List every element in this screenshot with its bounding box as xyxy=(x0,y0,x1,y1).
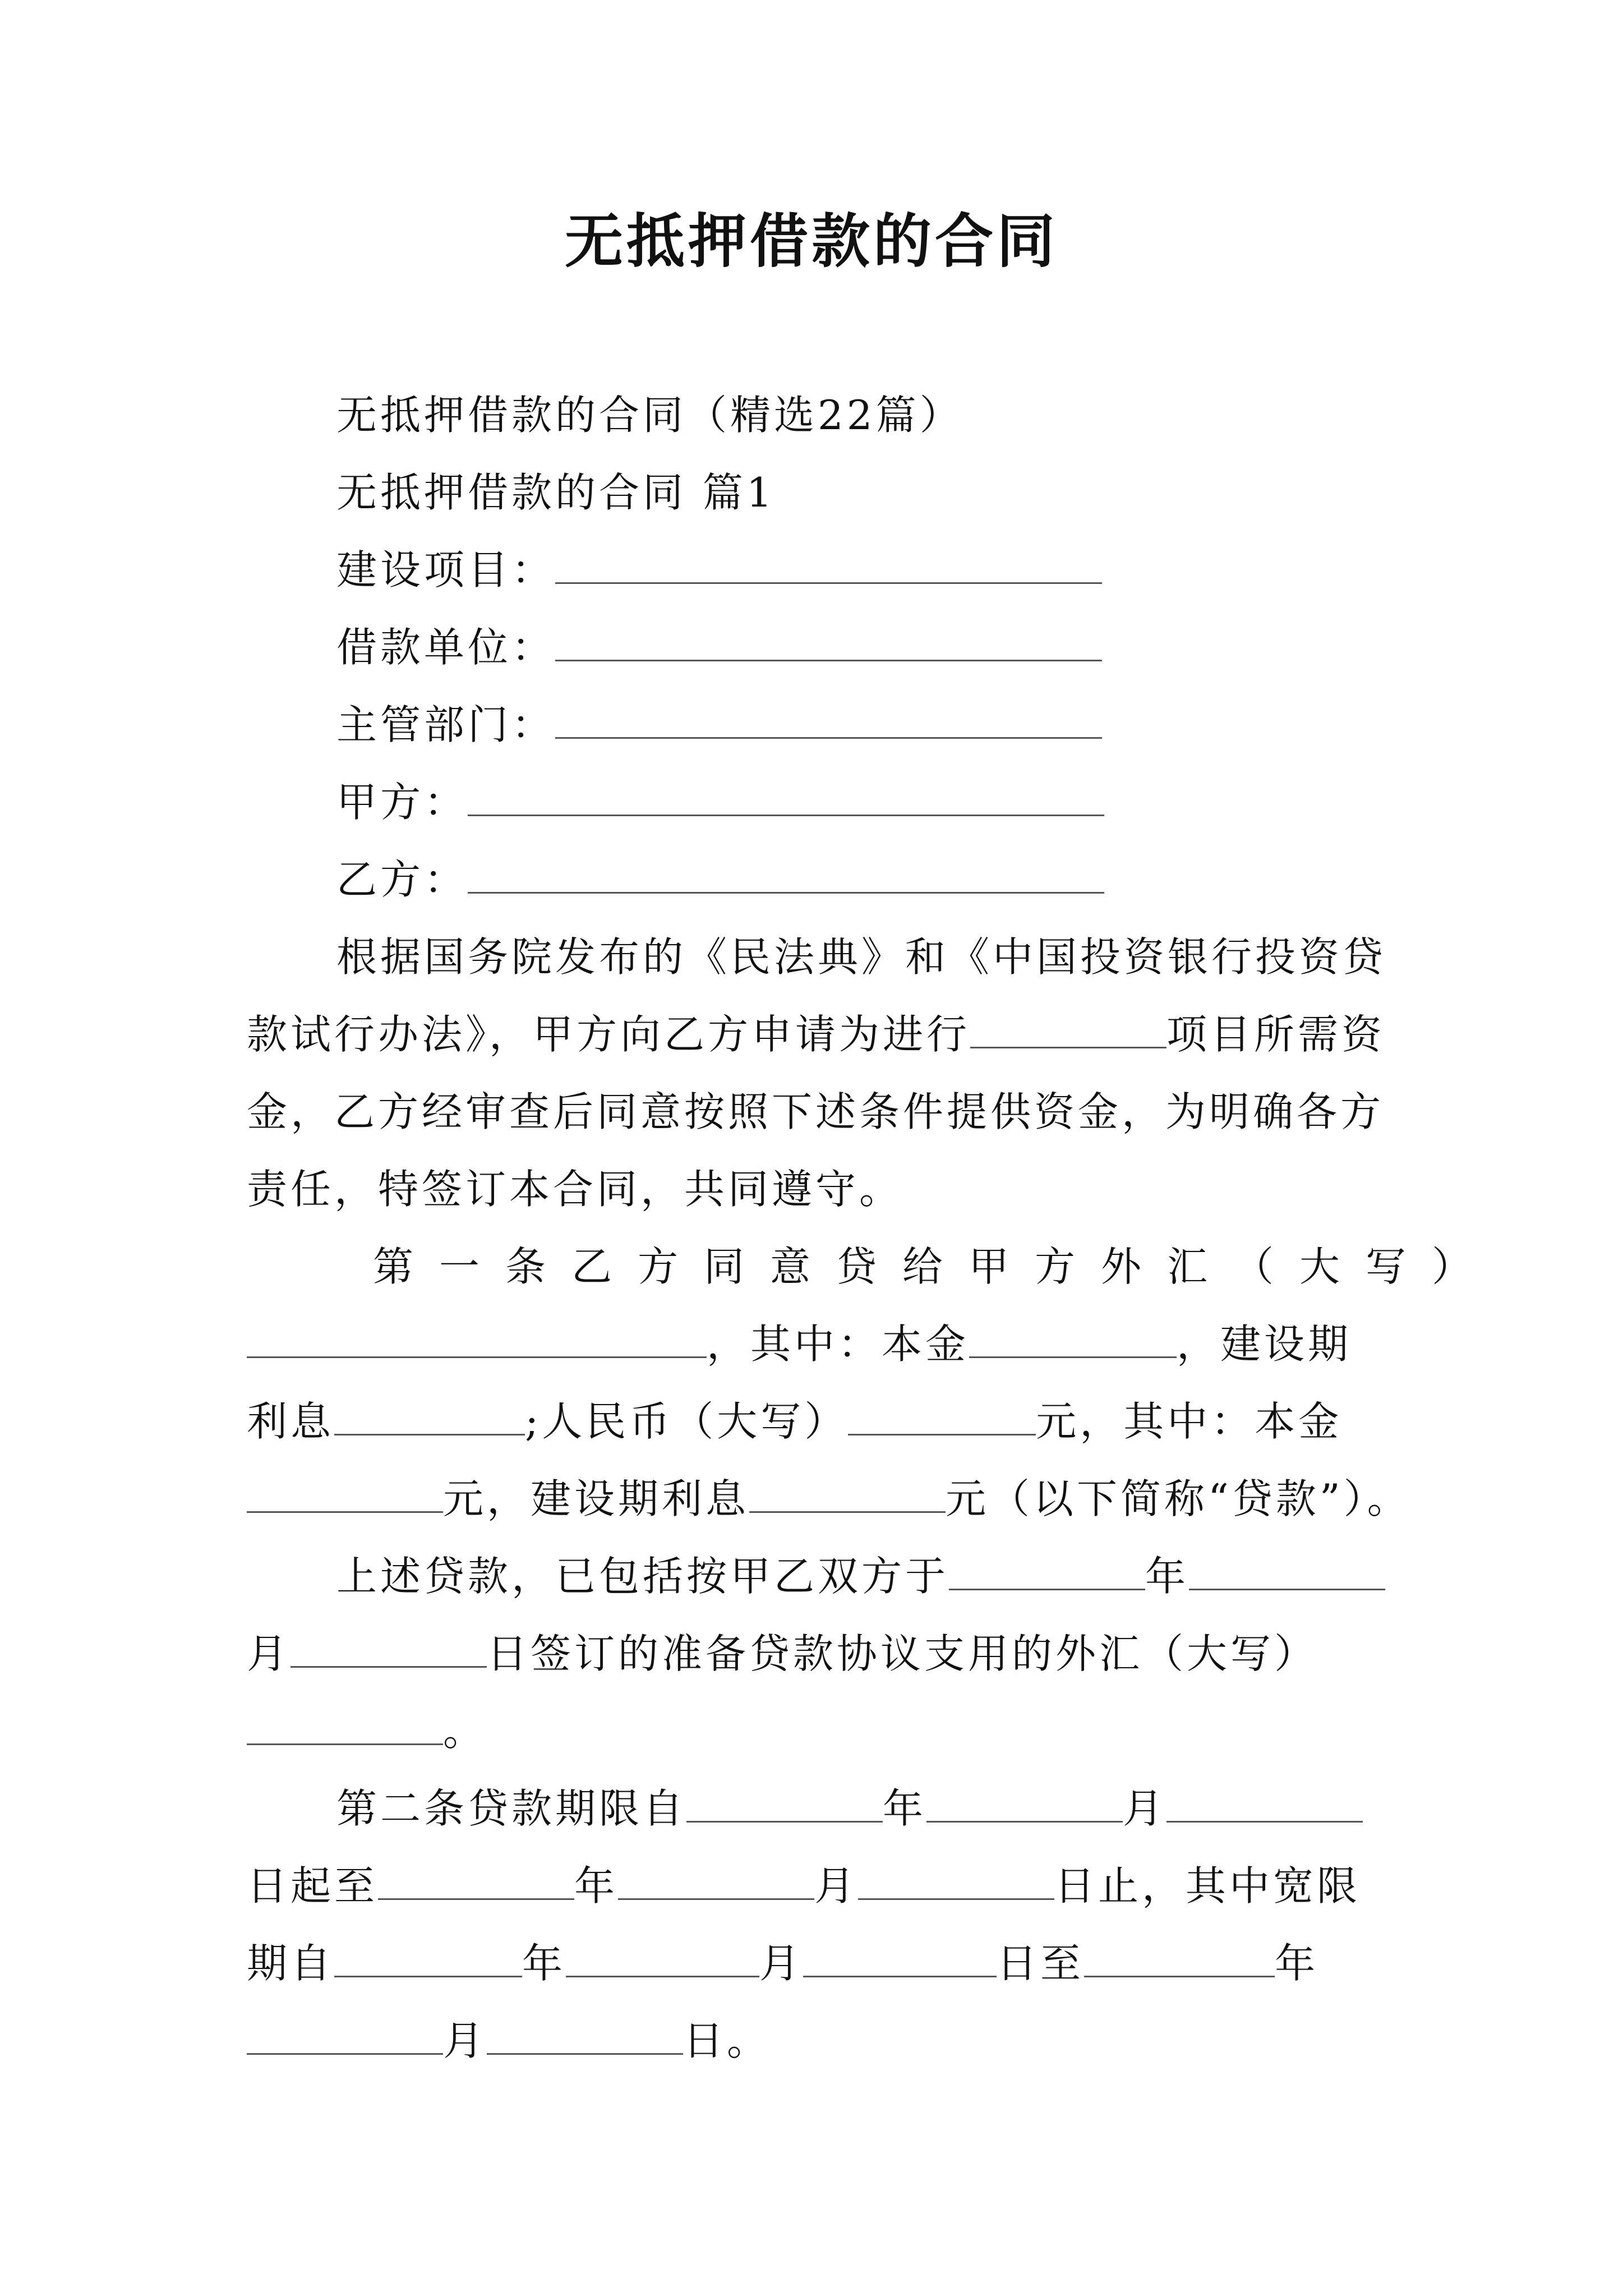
para2-text: 年 xyxy=(1145,1553,1189,1600)
article2-line2 xyxy=(247,1858,1361,1914)
article1-text: 元（以下简称“贷款”）。 xyxy=(946,1475,1411,1522)
grace-start-day-blank[interactable] xyxy=(803,1941,997,1977)
para2-line2 xyxy=(247,1626,1318,1682)
grace-start-month-blank[interactable] xyxy=(566,1941,759,1977)
rmb-interest-blank[interactable] xyxy=(749,1476,946,1513)
section-heading: 无抵押借款的合同 篇1 xyxy=(336,469,776,516)
article2-text: 第二条贷款期限自 xyxy=(336,1785,687,1832)
field-label: 乙方： xyxy=(336,856,468,903)
article1-text: ，其中：本金 xyxy=(707,1320,970,1368)
field-label: 借款单位： xyxy=(336,624,556,671)
end-month-blank[interactable] xyxy=(618,1864,814,1900)
article2-text: 期自 xyxy=(247,1940,335,1987)
project-name-blank[interactable] xyxy=(970,1012,1166,1048)
rmb-blank[interactable] xyxy=(848,1399,1036,1435)
article2-text: 年 xyxy=(574,1862,619,1910)
article2-text: 年 xyxy=(1275,1940,1319,1987)
party-b-blank[interactable] xyxy=(468,858,1104,894)
start-day-blank[interactable] xyxy=(1166,1786,1363,1823)
para2-text: 月 xyxy=(247,1630,291,1677)
month-blank[interactable] xyxy=(1189,1554,1385,1590)
para2-line3 xyxy=(247,1703,487,1759)
project-blank[interactable] xyxy=(555,549,1102,584)
article1-line2 xyxy=(247,1316,1352,1372)
article1-text: ，建设期 xyxy=(1177,1320,1352,1368)
article2-line3 xyxy=(247,1935,1318,1991)
field-party-a xyxy=(336,774,1104,830)
grace-end-month-blank[interactable] xyxy=(247,2018,443,2055)
end-year-blank[interactable] xyxy=(378,1864,574,1900)
article1-text: 元，建设期利息 xyxy=(443,1475,750,1522)
field-borrower xyxy=(336,619,1102,675)
article1-text: 元，其中：本金 xyxy=(1036,1398,1343,1445)
end-day-blank[interactable] xyxy=(858,1864,1054,1900)
field-label: 主管部门： xyxy=(336,701,556,748)
field-label: 甲方： xyxy=(336,779,468,826)
para1-line3: 金，乙方经审查后同意按照下述条件提供资金，为明确各方 xyxy=(247,1088,1385,1135)
subtitle-line: 无抵押借款的合同（精选22篇） xyxy=(336,392,963,439)
article2-line1 xyxy=(336,1780,1363,1837)
article2-text: 年 xyxy=(883,1785,927,1832)
article2-text: 月 xyxy=(814,1862,859,1910)
para2-line1 xyxy=(336,1548,1385,1604)
field-party-b xyxy=(336,852,1104,908)
article2-text: 年 xyxy=(522,1940,566,1987)
field-label: 建设项目： xyxy=(336,546,556,593)
article2-line4 xyxy=(247,2013,771,2069)
para1-line1: 根据国务院发布的《民法典》和《中国投资银行投资贷 xyxy=(336,933,1387,981)
article1-line1: 第一条乙方同意贷给甲方外汇（大写） xyxy=(373,1243,1498,1290)
para1-line2 xyxy=(247,1006,1385,1062)
para2-text: 日签订的准备贷款协议支用的外汇（大写） xyxy=(487,1630,1318,1677)
field-project xyxy=(336,542,1102,598)
start-year-blank[interactable] xyxy=(686,1786,883,1823)
grace-end-day-blank[interactable] xyxy=(487,2018,683,2055)
field-department xyxy=(336,697,1102,753)
article2-text: 日至 xyxy=(997,1940,1085,1987)
article2-text: 月 xyxy=(443,2017,487,2064)
document-title: 无抵押借款的合同 xyxy=(564,206,1058,275)
party-a-blank[interactable] xyxy=(468,781,1104,816)
borrower-blank[interactable] xyxy=(555,626,1102,661)
article1-line4 xyxy=(247,1471,1411,1527)
article2-text: 日止，其中宽限 xyxy=(1054,1862,1361,1910)
para1-line4: 责任，特签订本合同，共同遵守。 xyxy=(247,1166,903,1213)
rmb-principal-blank[interactable] xyxy=(247,1476,443,1513)
para2-text: 上述贷款，已包括按甲乙双方于 xyxy=(336,1553,949,1600)
year-blank[interactable] xyxy=(949,1554,1145,1590)
article1-line3 xyxy=(247,1393,1342,1450)
currency-amount-blank[interactable] xyxy=(247,1709,443,1745)
article2-text: 日起至 xyxy=(247,1862,379,1910)
para2-text: 。 xyxy=(443,1708,487,1755)
article1-text: 利息 xyxy=(247,1398,335,1445)
article2-text: 日。 xyxy=(683,2017,771,2064)
interest-blank[interactable] xyxy=(334,1399,525,1435)
grace-end-year-blank[interactable] xyxy=(1084,1941,1275,1977)
para1-text: 款试行办法》，甲方向乙方申请为进行 xyxy=(247,1011,971,1058)
principal-blank[interactable] xyxy=(969,1322,1177,1358)
article2-text: 月 xyxy=(1123,1785,1167,1832)
para1-text: 项目所需资 xyxy=(1166,1011,1386,1058)
article2-text: 月 xyxy=(759,1940,804,1987)
start-month-blank[interactable] xyxy=(926,1786,1123,1823)
grace-start-year-blank[interactable] xyxy=(334,1941,522,1977)
foreign-currency-blank[interactable] xyxy=(247,1322,707,1358)
day-blank[interactable] xyxy=(291,1631,487,1668)
department-blank[interactable] xyxy=(555,703,1102,739)
article1-text: ;人民币（大写） xyxy=(525,1398,849,1445)
